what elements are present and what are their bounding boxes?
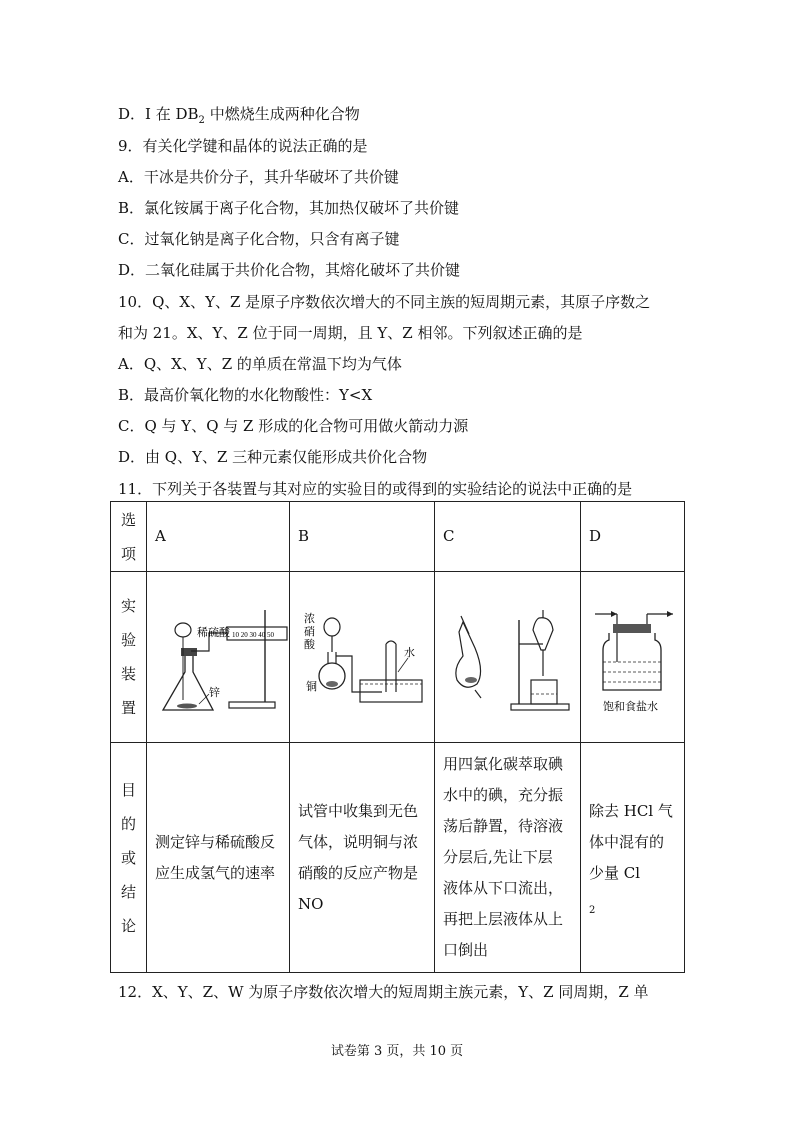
result-a-cell: 测定锌与稀硫酸反 应生成氢气的速率 <box>147 743 290 973</box>
q9-option-c: C．过氧化钠是离子化合物，只含有离子键 <box>118 230 400 248</box>
syringe-scale: 10 20 30 40 50 <box>232 631 274 639</box>
option-a-header: A <box>147 502 290 572</box>
table-row <box>111 502 685 572</box>
device-label-cell: 实 验 装 置 <box>111 572 147 743</box>
q10-option-b: B．最高价氧化物的水化物酸性：Y<X <box>118 386 373 404</box>
header-label-cell: 选 项 <box>111 502 147 572</box>
page-footer: 试卷第 3 页，共 10 页 <box>330 1044 464 1059</box>
q10-option-d: D．由 Q、Y、Z 三种元素仅能形成共价化合物 <box>118 448 428 466</box>
result-d-cell: 除去 HCl 气 体中混有的 少量 Cl $_2$ <box>581 743 685 973</box>
label-saturated-brine: 饱和食盐水 <box>603 701 658 713</box>
q9-option-d: D．二氧化硅属于共价化合物，其熔化破坏了共价键 <box>118 261 461 279</box>
label-conc-2: 硝 <box>304 626 315 638</box>
table-row <box>111 572 685 743</box>
table-row <box>111 743 685 973</box>
apparatus-d-figure <box>581 572 685 742</box>
label-zinc: 锌 <box>209 687 220 699</box>
apparatus-c-figure <box>435 572 581 742</box>
q11-stem: 11．下列关于各装置与其对应的实验目的或得到的实验结论的说法中正确的是 <box>118 480 633 498</box>
q9-stem: 9．有关化学键和晶体的说法正确的是 <box>118 137 368 155</box>
apparatus-c-cell <box>435 572 581 743</box>
apparatus-b-figure <box>290 572 435 742</box>
q10-option-a: A．Q、X、Y、Z 的单质在常温下均为气体 <box>118 355 402 373</box>
label-water: 水 <box>404 647 415 659</box>
q8-option-d: D．I 在 $DB_2$ 中燃烧生成两种化合物 <box>118 105 360 126</box>
apparatus-a-cell <box>147 572 290 743</box>
result-c-cell: 用四氯化碳萃取碘 水中的碘，充分振 荡后静置，待溶液 分层后,先让下层 液体从下口流出， 再把上层液体从上 口倒出 <box>435 743 581 973</box>
q12-stem: 12．X、Y、Z、W 为原子序数依次增大的短周期主族元素，Y、Z 同周期，Z 单 <box>118 983 649 1001</box>
apparatus-d-cell <box>581 572 685 743</box>
result-b-cell: 试管中收集到无色 气体，说明铜与浓 硝酸的反应产物是 NO <box>290 743 435 973</box>
option-c-header: C <box>435 502 581 572</box>
label-conc-3: 酸 <box>304 639 315 651</box>
result-label-cell: 目 的 或 结 论 <box>111 743 147 973</box>
q10-stem-1: 10．Q、X、Y、Z 是原子序数依次增大的不同主族的短周期元素，其原子序数之 <box>118 293 651 311</box>
option-b-header: B <box>290 502 435 572</box>
q9-option-b: B．氯化铵属于离子化合物，其加热仅破坏了共价键 <box>118 199 460 217</box>
label-dilute-sulfuric-acid: 稀硫酸 <box>197 627 230 639</box>
apparatus-a-figure <box>147 572 290 742</box>
experiment-table <box>110 501 685 973</box>
q10-stem-2: 和为 21。X、Y、Z 位于同一周期，且 Y、Z 相邻。下列叙述正确的是 <box>118 324 583 342</box>
apparatus-b-cell <box>290 572 435 743</box>
option-d-header: D <box>581 502 685 572</box>
label-copper: 铜 <box>306 681 317 693</box>
label-conc-1: 浓 <box>304 613 315 625</box>
q9-option-a: A．干冰是共价分子，其升华破坏了共价键 <box>118 168 399 186</box>
q10-option-c: C．Q 与 Y、Q 与 Z 形成的化合物可用做火箭动力源 <box>118 417 469 435</box>
